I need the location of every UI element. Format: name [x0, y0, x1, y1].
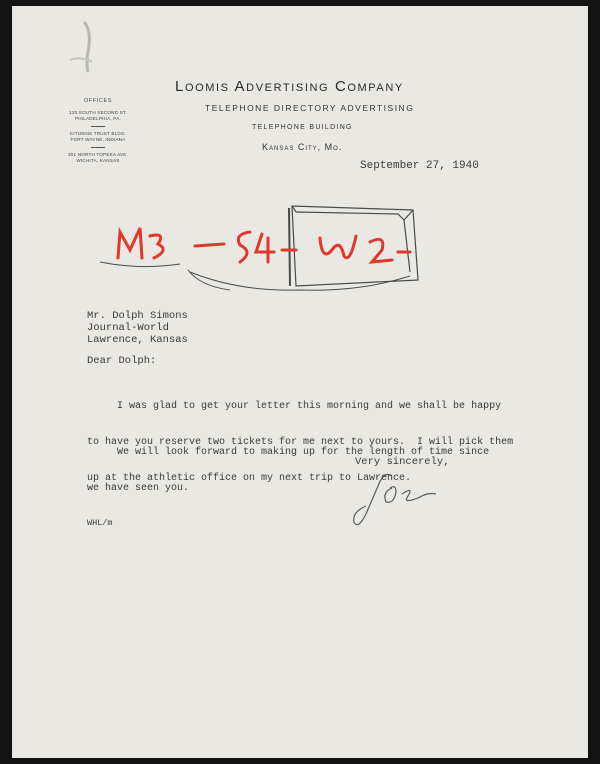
- divider: [91, 126, 105, 127]
- company-subtitle: TELEPHONE DIRECTORY ADVERTISING: [205, 103, 415, 113]
- red-annotation: [118, 228, 410, 262]
- offices-heading: OFFICES: [83, 98, 113, 104]
- company-name: Loomis Advertising Company: [175, 78, 404, 95]
- staple-mark: [70, 58, 92, 62]
- office-address: 301 NORTH TOPEKA AVE. WICHITA, KANSAS: [67, 152, 129, 163]
- company-city: Kansas City, Mo.: [262, 142, 343, 152]
- body-paragraph: We will look forward to making up for the length of time since we have seen you.: [87, 447, 490, 494]
- pencil-sketch: [100, 206, 418, 290]
- typist-initials: WHL/m: [87, 518, 113, 528]
- office-address: CITIZENS TRUST BLDG. FORT WAYNE, INDIANA: [69, 131, 127, 142]
- letter-date: September 27, 1940: [360, 160, 479, 172]
- recipient-city: Lawrence, Kansas: [87, 334, 188, 346]
- office-address: 120 SOUTH SECOND ST. PHILADELPHIA, PA.: [69, 110, 127, 121]
- recipient-block: [87, 310, 188, 346]
- closing: Very sincerely,: [355, 456, 450, 468]
- divider: [91, 147, 105, 148]
- body-paragraph: I was glad to get your letter this morning and we shall be happy to have you reserve two tickets for me next to yours. I will pick them up at the athletic office on my next trip to Lawrence.: [87, 401, 514, 484]
- salutation: Dear Dolph:: [87, 355, 157, 367]
- recipient-name: Mr. Dolph Simons: [87, 310, 188, 322]
- staple-mark: [84, 22, 89, 72]
- recipient-organization: Journal-World: [87, 322, 169, 334]
- company-building: TELEPHONE BUILDING: [252, 124, 353, 131]
- offices-list: [58, 98, 138, 164]
